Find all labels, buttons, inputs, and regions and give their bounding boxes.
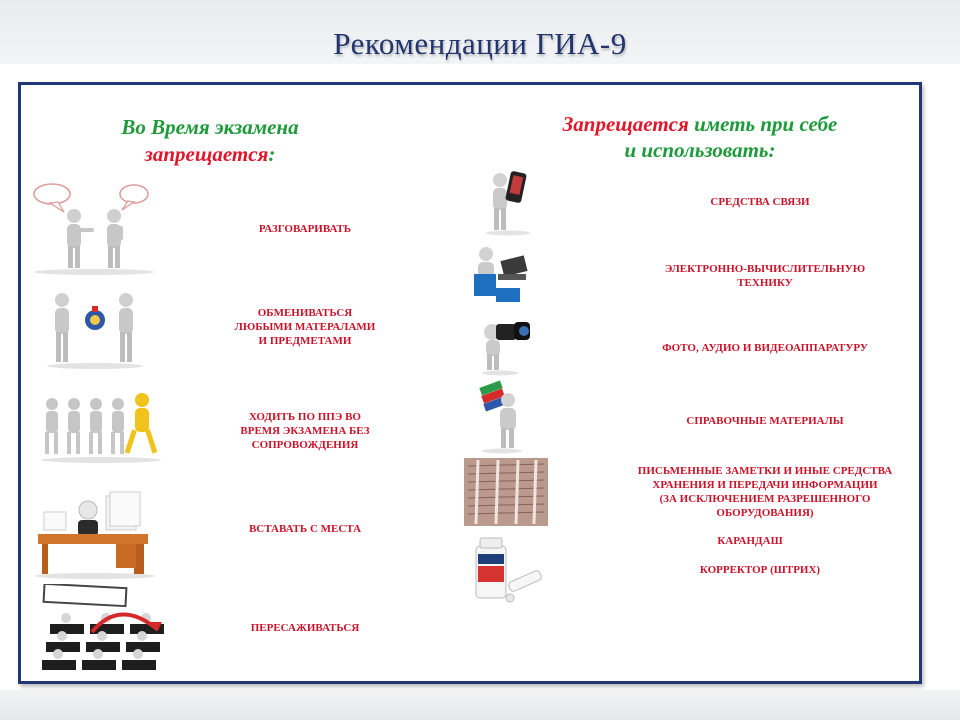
footer-band — [0, 690, 960, 720]
left-item-changing-seats — [215, 621, 395, 635]
left-item-exchanging — [210, 306, 400, 348]
item-text-line: СОПРОВОЖДЕНИЯ — [251, 439, 359, 451]
right-header-rest: иметь при себе — [688, 112, 838, 136]
item-text-line: КОРРЕКТОР (ШТРИХ) — [699, 564, 821, 576]
item-text-line: ОБОРУДОВАНИЯ) — [716, 507, 814, 519]
item-text-line: (ЗА ИСКЛЮЧЕНИЕМ РАЗРЕШЕННОГО — [659, 493, 871, 505]
item-text-line: ПИСЬМЕННЫЕ ЗАМЕТКИ И ИНЫЕ СРЕДСТВА — [637, 465, 893, 477]
left-header-colon: : — [268, 142, 276, 166]
right-item-notes — [604, 464, 926, 520]
item-text-line: ЛЮБЫМИ МАТЕРАЛАМИ — [234, 321, 376, 333]
left-header-line2 — [80, 141, 340, 167]
right-item-communication — [660, 195, 860, 209]
left-item-standing — [215, 522, 395, 536]
item-text-line: ФОТО, АУДИО И ВИДЕОАППАРАТУРУ — [662, 342, 868, 354]
books-icon — [474, 380, 534, 454]
left-item-walking — [215, 410, 395, 452]
right-item-pencil — [680, 534, 820, 548]
item-text-line: КАРАНДАШ — [717, 535, 783, 547]
laptop-icon — [470, 244, 534, 306]
correction-fluid-icon — [472, 534, 548, 612]
item-text-line: ПЕРЕСАЖИВАТЬСЯ — [250, 622, 360, 634]
right-header-line1 — [520, 111, 880, 137]
item-text-line: РАЗГОВАРИВАТЬ — [258, 223, 352, 235]
left-header-prohibited: запрещается — [144, 142, 269, 166]
item-text-line: И ПРЕДМЕТАМИ — [258, 335, 352, 347]
item-text-line: ВРЕМЯ ЭКЗАМЕНА БЕЗ — [240, 425, 370, 437]
item-text-line: ХРАНЕНИЯ И ПЕРЕДАЧИ ИНФОРМАЦИИ — [652, 479, 878, 491]
right-header-prohibited: Запрещается — [562, 112, 689, 136]
slide-title: Рекомендации ГИА-9 — [333, 26, 627, 61]
right-item-corrector — [660, 563, 860, 577]
mobile-phone-icon — [478, 164, 544, 236]
item-text-line: СРЕДСТВА СВЯЗИ — [710, 196, 810, 208]
item-text-line: ОБМЕНИВАТЬСЯ — [257, 307, 353, 319]
right-item-reference — [640, 414, 890, 428]
classroom-desks-icon — [40, 584, 190, 674]
item-text-line: СПРАВОЧНЫЕ МАТЕРИАЛЫ — [686, 415, 844, 427]
handwritten-notes-icon — [464, 458, 548, 526]
left-item-talking — [220, 222, 390, 236]
right-header-line2: и использовать: — [624, 138, 776, 162]
people-exchanging-icon — [40, 286, 150, 370]
item-text-line: ТЕХНИКУ — [737, 277, 793, 289]
left-header-line1: Во Время экзамена — [121, 115, 299, 139]
item-text-line: ЭЛЕКТРОННО-ВЫЧИСЛИТЕЛЬНУЮ — [664, 263, 866, 275]
person-at-desk-icon — [30, 488, 160, 580]
item-text-line: ХОДИТЬ ПО ППЭ ВО — [249, 411, 361, 423]
right-item-photo-audio-video — [620, 341, 910, 355]
item-text-line: ВСТАВАТЬ С МЕСТА — [248, 523, 362, 535]
camera-icon — [478, 316, 532, 376]
right-item-computing — [630, 262, 900, 290]
people-walking-icon — [38, 390, 164, 464]
people-talking-icon — [30, 180, 158, 276]
